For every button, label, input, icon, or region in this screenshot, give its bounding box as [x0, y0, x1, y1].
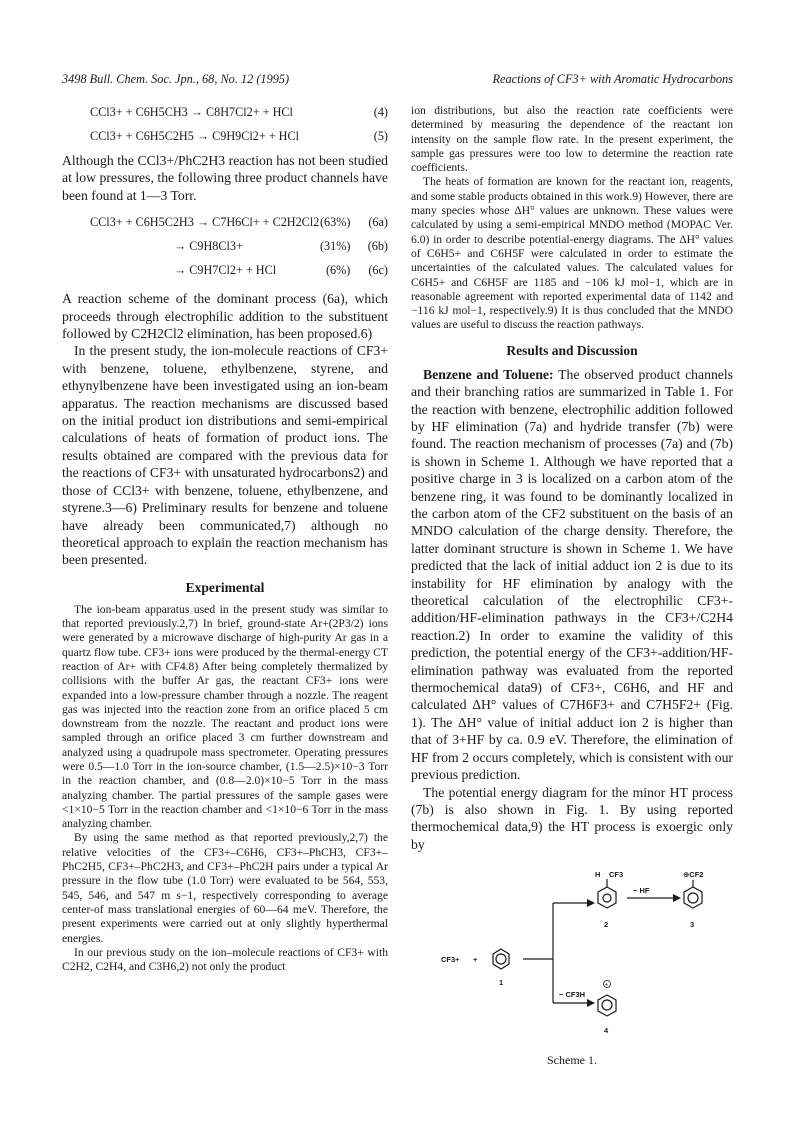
compound-label-2: 2	[604, 920, 609, 930]
benzene-ring-1	[493, 949, 509, 969]
paragraph: In the present study, the ion-molecule reactions of CF3+ with benzene, toluene, ethylbenzene, styrene, and ethynylbenzene have been investigated using an ion-beam apparatus. The reaction mechanisms are discussed based on the initial product ion distributions and semi-empirical calculations of heats of formation of product ions. The results obtained are compared with the previous data for the reactions of CF3+ with unsaturated hydrocarbons2) and those of CCl3+ with benzene, toluene, ethylbenzene, and styrene.3—6) Preliminary results for benzene and toluene have already been communicated,7) although no theoretical approach to explain the reaction mechanism has been presented.	[62, 343, 388, 568]
equation-6c	[62, 262, 388, 286]
equation-4	[62, 104, 388, 128]
scheme-diagram	[411, 853, 733, 1053]
arrow-label-hf: − HF	[633, 886, 650, 896]
paragraph-text: The observed product channels and their branching ratios are summarized in Table 1. For the reaction with benzene, electrophilic addition followed by HF elimination (7a) and hydride transfer (7b) were found. The reaction mechanism of processes (7a) and (7b) is shown in Scheme 1. Although we have reported that a positive charge in 3 is localized on a carbon atom of the benzene ring, it was found to be dominantly localized in the carbon atom of the CF2 substituent on the basis of an MNDO calculation of the charge density. Therefore, the latter dominant structure is shown in Scheme 1. We have predicted that the lack of initial adduct ion 2 is due to its instability for HF elimination by analogy with the theoretical calculation of the electrophilic CF3+-addition/HF-elimination pathways in the CF3+/C2H4 reaction.2) In order to examine the validity of this prediction, the potential energy of the CF3+-addition/HF-elimination pathway was evaluated from the reported thermochemical data9) of CF3+, C6H6, and HF and calculated ΔH° values of C7H6F3+ and C7H5F2+ (Fig. 1). The ΔH° value of initial adduct ion 2 is higher than that of 3+HF by ca. 0.9 eV. Therefore, the elimination of HF from 2 occurs completely, which is consistent with our previous prediction.	[411, 366, 733, 783]
equation-formula: CCl3+ + C6H5C2H3 → C7H6Cl+ + C2H2Cl2	[90, 215, 320, 230]
scheme-1	[411, 853, 733, 1053]
reactant-label: CF3+	[441, 955, 460, 965]
compound-label-1: 1	[499, 978, 504, 988]
header-left: 3498 Bull. Chem. Soc. Jpn., 68, No. 12 (1995)	[62, 72, 290, 86]
section-heading-results: Results and Discussion	[506, 342, 638, 358]
paragraph: A reaction scheme of the dominant process (6a), which proceeds through electrophilic addition to the substituent followed by C2H2Cl2 elimination, has been proposed.6)	[62, 291, 388, 342]
equation-number: (6c)	[368, 263, 388, 278]
equation-number: (4)	[373, 105, 388, 119]
equation-formula: CCl3+ + C6H5C2H5 → C9H9Cl2+ + HCl	[90, 129, 299, 143]
paragraph: The potential energy diagram for the minor HT process (7b) is also shown in Fig. 1. By using reported thermochemical data,9) the HT process is exoergic only by	[411, 784, 733, 852]
subsection-heading: Benzene and Toluene:	[423, 366, 554, 382]
equation-number: (6b)	[367, 239, 388, 254]
equation-6a	[62, 214, 388, 238]
benzene-ring-2	[598, 887, 616, 908]
equation-number: (5)	[373, 129, 388, 143]
paragraph: ion distributions, but also the reaction rate coefficients were determined by measuring the dependence of the reactant ion intensity on the sample flow rate. In the present experiment, the sample gas pressures were too low to determine the reaction rate coefficients.	[411, 104, 733, 175]
equation-6b	[62, 238, 388, 262]
equation-formula: CCl3+ + C6H5CH3 → C8H7Cl2+ + HCl	[90, 105, 293, 119]
paragraph	[411, 366, 733, 784]
header-right: Reactions of CF3+ with Aromatic Hydrocarbons	[492, 72, 733, 86]
paragraph: The ion-beam apparatus used in the present study was similar to that reported previously.2,7) In brief, ground-state Ar+(2P3/2) ions were generated by a microwave discharge of high-purity Ar gas in a quartz flow tube. CF3+ ions were produced by the thermal-energy CT reaction of Ar+ with CF4.8) After being completely thermalized by collisions with the buffer Ar gas, the reactant CF3+ ions were expanded into a low-pressure chamber through a nozzle. The reagent gas was injected into the reaction zone from an orifice placed 5 cm downstream from the nozzle. The reactant and product ions were sampled through an orifice placed 3 cm further downstream and analyzed using a quadrupole mass spectrometer. Operating pressures were 0.5—1.0 Torr in the ion-source chamber, (1.5—2.5)×10−3 Torr in the reaction chamber, and (0.8—2.0)×10−5 Torr in the mass analyzing chamber. The partial pressures of the sample gases were <1×10−5 Torr in the reaction chamber and <1×10−6 Torr in the mass analyzing chamber.	[62, 602, 388, 831]
left-column	[62, 104, 388, 974]
section-heading-experimental: Experimental	[185, 579, 265, 595]
arrow-head-top	[673, 894, 681, 902]
substituent-cf3: CF3	[609, 870, 624, 880]
plus-sign: +	[473, 955, 478, 965]
equation-number: (6a)	[368, 215, 388, 230]
equation-formula: → C9H7Cl2+ + HCl	[174, 263, 277, 278]
arrow-head-bottom	[587, 999, 595, 1007]
equation-5	[62, 128, 388, 152]
equation-percent: (63%)	[320, 215, 351, 230]
compound-label-4: 4	[604, 1026, 609, 1036]
equation-percent: (6%)	[326, 263, 351, 278]
running-header	[62, 72, 733, 88]
substituent-cf2: ⊕CF2	[683, 870, 704, 880]
right-column	[411, 104, 733, 1068]
arrow-head-branch	[587, 899, 595, 907]
benzene-ring-3	[684, 887, 702, 908]
paragraph: In our previous study on the ion–molecule reactions of CF3+ with C2H2, C2H4, and C3H6,2) not only the product	[62, 945, 388, 974]
equation-formula: → C9H8Cl3+	[174, 239, 243, 254]
equation-percent: (31%)	[320, 239, 351, 254]
paragraph: By using the same method as that reported previously,2,7) the relative velocities of the CF3+–C6H6, CF3+–PhCH3, CF3+–PhC2H5, CF3+–PhC2H3, and CF3+–PhC2H pairs under a typical Ar pressure in the flow tube (1.0 Torr) were evaluated to be 564, 553, 545, 546, and 547 m s−1, respectively corresponding to average center-of mass translational energies of 60—64 meV. Therefore, the present experiments were carried out at only slightly hyperthermal energies.	[62, 831, 388, 945]
scheme-caption: Scheme 1.	[547, 1053, 597, 1068]
substituent-h: H	[595, 870, 601, 880]
arrow-label-cf3h: − CF3H	[559, 990, 586, 1000]
paragraph: Although the CCl3+/PhC2H3 reaction has not been studied at low pressures, the following three product channels have been found at 1—3 Torr.	[62, 153, 388, 203]
svg-text:+: +	[604, 982, 609, 989]
benzene-ring-4	[598, 995, 616, 1016]
compound-label-3: 3	[690, 920, 695, 930]
paragraph: The heats of formation are known for the reactant ion, reagents, and some stable products obtained in this work.9) However, there are many species whose ΔH° values are unknown. These values were calculated by using a semi-empirical MNDO method (MOPAC Ver. 6.0) in order to describe potential-energy diagrams. The ΔH° values of C6H5+ and C6H5F were calculated in order to estimate the uncertainties of the calculated values. The calculated values for C6H5+ and C6H5F are 1185 and −106 kJ mol−1, which are in reasonable agreement with reported experimental data of 1142 and −116 kJ mol−1, respectively.9) It is thus concluded that the MNDO values are useful to discuss the reaction pathways.	[411, 175, 733, 332]
